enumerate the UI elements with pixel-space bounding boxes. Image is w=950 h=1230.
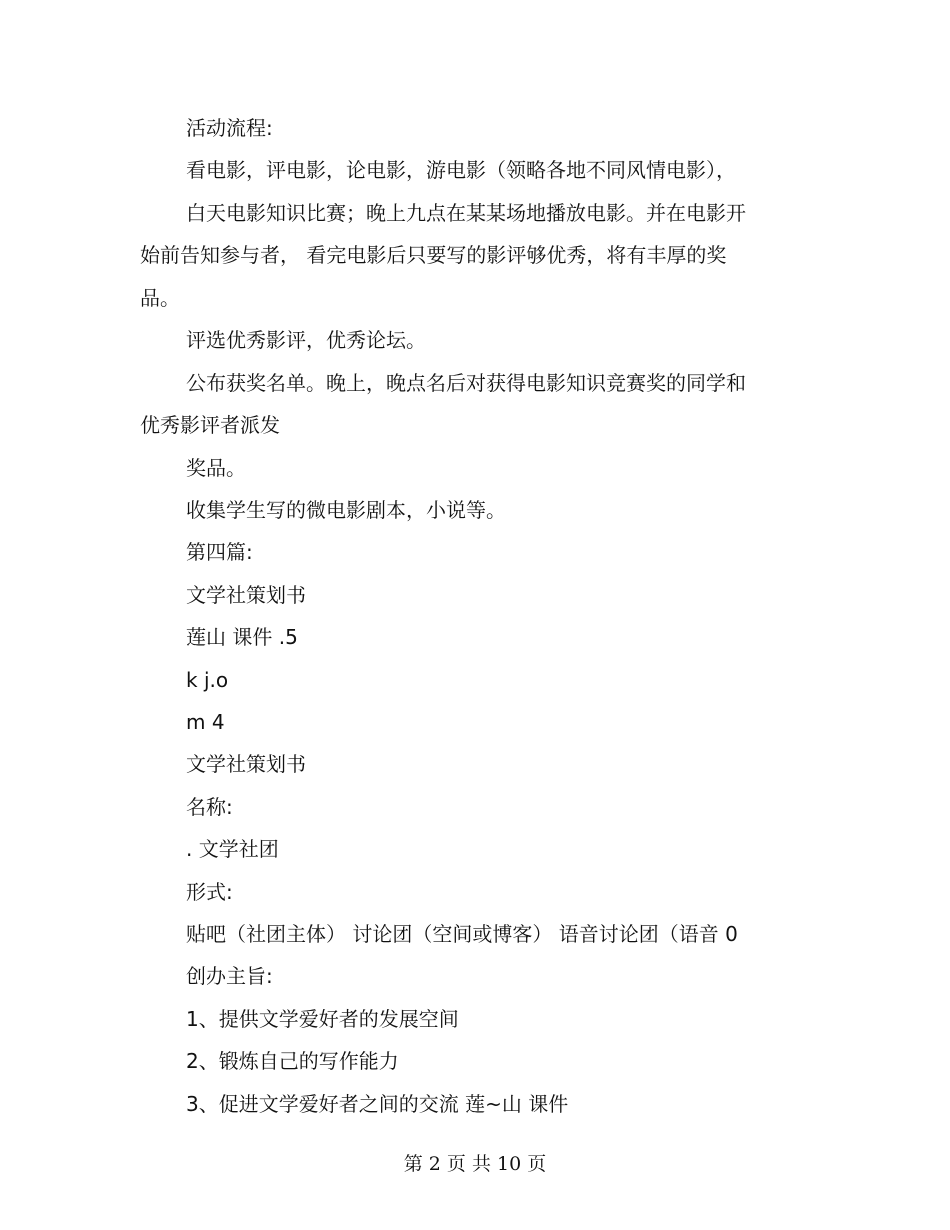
text-line-purpose-2: 2、锻炼自己的写作能力: [186, 1049, 399, 1073]
text-line-daytime-contest: 白天电影知识比赛；晚上九点在某某场地播放电影。并在电影开: [186, 201, 746, 225]
text-line-forms: 贴吧（社团主体） 讨论团（空间或博客） 语音讨论团（语音 0: [186, 922, 738, 946]
page-footer: 第 2 页 共 10 页: [403, 1153, 547, 1175]
text-line-purpose-1: 1、提供文学爱好者的发展空间: [186, 1007, 459, 1031]
text-line-lianshan-1: 莲山 课件 .5: [186, 625, 298, 649]
text-line-prizes: 奖品。: [186, 456, 246, 480]
text-line-select-reviews: 评选优秀影评，优秀论坛。: [186, 328, 426, 352]
text-line-reviewer-award: 优秀影评者派发: [140, 413, 280, 437]
text-line-plan-title-1: 文学社策划书: [186, 583, 306, 607]
text-line-kjo: k j.o: [186, 668, 229, 692]
text-line-activity-flow: 活动流程:: [186, 116, 273, 140]
text-line-movie-activities: 看电影，评电影，论电影，游电影（领略各地不同风情电影），: [186, 158, 736, 182]
text-line-plan-title-2: 文学社策划书: [186, 752, 306, 776]
text-line-form-label: 形式:: [186, 880, 233, 904]
text-line-purpose-label: 创办主旨:: [186, 964, 273, 988]
text-line-prize: 品。: [140, 286, 180, 310]
text-line-club-name: . 文学社团: [186, 837, 279, 861]
text-line-name-label: 名称:: [186, 795, 233, 819]
text-line-m4: m 4: [186, 710, 225, 734]
text-line-notify-participants: 始前告知参与者， 看完电影后只要写的影评够优秀，将有丰厚的奖: [140, 243, 727, 267]
text-line-announce-winners: 公布获奖名单。晚上，晚点名后对获得电影知识竞赛奖的同学和: [186, 371, 746, 395]
text-line-collect-scripts: 收集学生写的微电影剧本，小说等。: [186, 498, 506, 522]
text-line-purpose-3: 3、促进文学爱好者之间的交流 莲~山 课件: [186, 1092, 569, 1116]
text-line-chapter-four: 第四篇:: [186, 540, 253, 564]
